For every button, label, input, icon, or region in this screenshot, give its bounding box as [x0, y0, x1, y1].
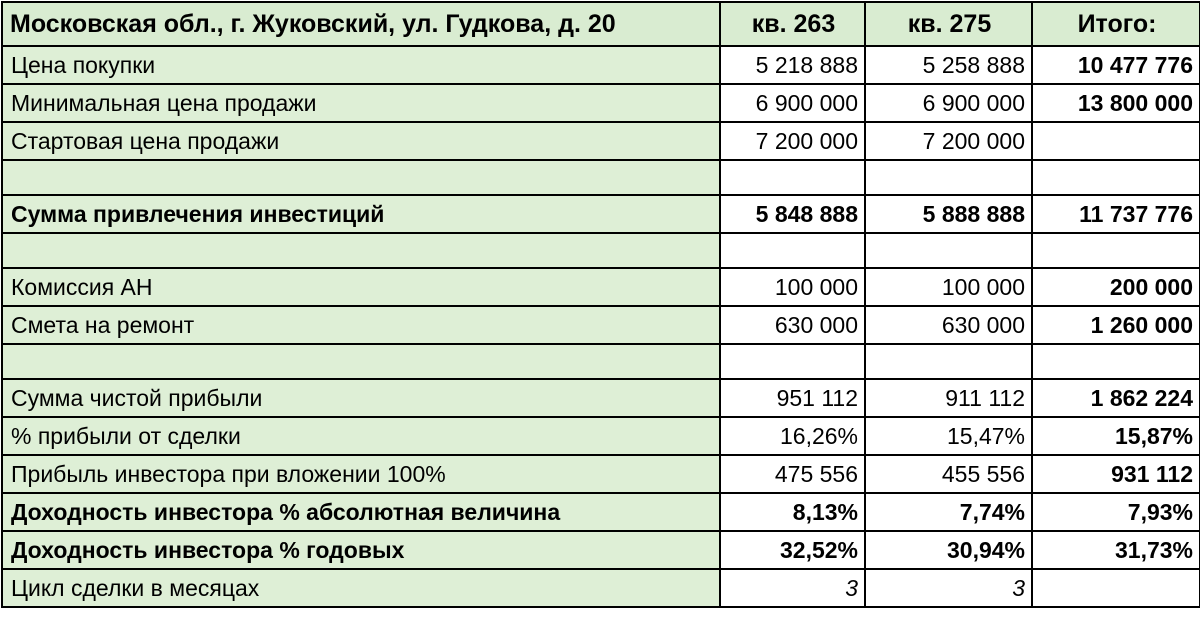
row-label: Доходность инвестора % абсолютная величина [2, 493, 720, 531]
row-label: Цикл сделки в месяцах [2, 569, 720, 607]
row-label: Цена покупки [2, 46, 720, 84]
row-purchase-price [2, 46, 1200, 84]
row-label: Комиссия АН [2, 268, 720, 306]
cell-total: 200 000 [1032, 268, 1200, 306]
row-agency-commission [2, 268, 1200, 306]
row-profit-percent [2, 417, 1200, 455]
row-investor-profit [2, 455, 1200, 493]
row-label [2, 233, 720, 268]
cell-total: 31,73% [1032, 531, 1200, 569]
cell-apt-275 [865, 233, 1032, 268]
row-label: Доходность инвестора % годовых [2, 531, 720, 569]
cell-total [1032, 233, 1200, 268]
cell-apt-275: 100 000 [865, 268, 1032, 306]
cell-total: 10 477 776 [1032, 46, 1200, 84]
cell-apt-263: 100 000 [720, 268, 865, 306]
cell-total [1032, 160, 1200, 195]
cell-total [1032, 569, 1200, 607]
cell-total [1032, 344, 1200, 379]
cell-apt-275: 630 000 [865, 306, 1032, 344]
cell-apt-275: 911 112 [865, 379, 1032, 417]
cell-apt-263 [720, 160, 865, 195]
row-investor-yield-annual [2, 531, 1200, 569]
cell-apt-275 [865, 344, 1032, 379]
investment-table [1, 1, 1200, 608]
cell-apt-275: 5 258 888 [865, 46, 1032, 84]
cell-apt-263: 32,52% [720, 531, 865, 569]
cell-apt-275: 5 888 888 [865, 195, 1032, 233]
cell-apt-263 [720, 233, 865, 268]
cell-apt-263: 6 900 000 [720, 84, 865, 122]
row-label: Прибыль инвестора при вложении 100% [2, 455, 720, 493]
cell-apt-263: 16,26% [720, 417, 865, 455]
header-address: Московская обл., г. Жуковский, ул. Гудкова, д. 20 [2, 2, 720, 46]
cell-apt-275 [865, 160, 1032, 195]
row-spacer [2, 344, 1200, 379]
cell-apt-263: 8,13% [720, 493, 865, 531]
cell-total: 13 800 000 [1032, 84, 1200, 122]
row-deal-cycle [2, 569, 1200, 607]
header-apt-275: кв. 275 [865, 2, 1032, 46]
cell-total: 7,93% [1032, 493, 1200, 531]
cell-apt-275: 7 200 000 [865, 122, 1032, 160]
header-row [2, 2, 1200, 46]
cell-total: 931 112 [1032, 455, 1200, 493]
row-label [2, 160, 720, 195]
cell-apt-263: 951 112 [720, 379, 865, 417]
row-label: Стартовая цена продажи [2, 122, 720, 160]
cell-total: 11 737 776 [1032, 195, 1200, 233]
header-total: Итого: [1032, 2, 1200, 46]
cell-apt-263: 630 000 [720, 306, 865, 344]
cell-apt-275: 7,74% [865, 493, 1032, 531]
cell-apt-263 [720, 344, 865, 379]
row-min-sale-price [2, 84, 1200, 122]
row-spacer [2, 160, 1200, 195]
cell-apt-263: 7 200 000 [720, 122, 865, 160]
cell-total [1032, 122, 1200, 160]
row-label: Сумма привлечения инвестиций [2, 195, 720, 233]
row-investor-yield-absolute [2, 493, 1200, 531]
cell-total: 1 260 000 [1032, 306, 1200, 344]
row-label: % прибыли от сделки [2, 417, 720, 455]
row-label [2, 344, 720, 379]
cell-apt-275: 455 556 [865, 455, 1032, 493]
cell-apt-275: 30,94% [865, 531, 1032, 569]
row-label: Сумма чистой прибыли [2, 379, 720, 417]
row-spacer [2, 233, 1200, 268]
row-label: Минимальная цена продажи [2, 84, 720, 122]
cell-total: 1 862 224 [1032, 379, 1200, 417]
cell-apt-263: 5 218 888 [720, 46, 865, 84]
cell-total: 15,87% [1032, 417, 1200, 455]
cell-apt-275: 6 900 000 [865, 84, 1032, 122]
row-repair-estimate [2, 306, 1200, 344]
cell-apt-275: 3 [865, 569, 1032, 607]
row-label: Смета на ремонт [2, 306, 720, 344]
cell-apt-263: 475 556 [720, 455, 865, 493]
cell-apt-263: 5 848 888 [720, 195, 865, 233]
cell-apt-263: 3 [720, 569, 865, 607]
row-net-profit [2, 379, 1200, 417]
row-start-sale-price [2, 122, 1200, 160]
header-apt-263: кв. 263 [720, 2, 865, 46]
row-investment-sum [2, 195, 1200, 233]
cell-apt-275: 15,47% [865, 417, 1032, 455]
